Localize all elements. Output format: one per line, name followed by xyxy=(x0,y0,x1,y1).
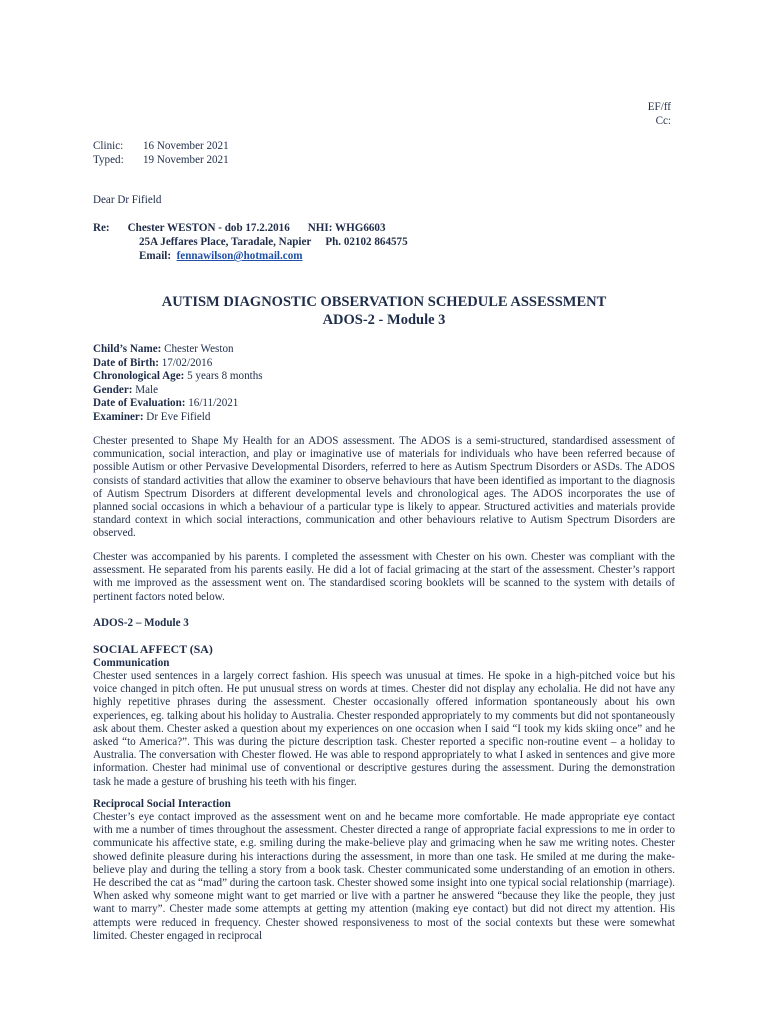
re-line-name xyxy=(93,221,408,235)
clinic-label: Clinic: xyxy=(93,140,124,152)
detail-evaluation-date: Date of Evaluation: 16/11/2021 xyxy=(93,397,239,409)
module-heading: ADOS-2 – Module 3 xyxy=(93,617,189,629)
cc-label: Cc: xyxy=(655,115,671,127)
email-link[interactable]: fennawilson@hotmail.com xyxy=(176,250,303,262)
detail-dob: Date of Birth: 17/02/2016 xyxy=(93,356,213,369)
re-block xyxy=(93,221,408,263)
clinic-date: 16 November 2021 xyxy=(143,140,229,152)
clinic-date-row xyxy=(93,140,229,153)
patient-name-dob: Chester WESTON - dob 17.2.2016 xyxy=(127,222,290,234)
salutation: Dear Dr Fifield xyxy=(93,194,162,206)
re-line-email xyxy=(93,249,408,263)
detail-age: Chronological Age: 5 years 8 months xyxy=(93,370,263,382)
communication-paragraph: Chester used sentences in a largely correct fashion. His speech was unusual at times. He spoke in a high-pitched voice but his voice changed in pitch often. He put unusual stress on words at times. Chester did not display any echolalia. He did not have any highly repetitive phrases during the assessment. Chester occasionally offered information spontaneously about his own experiences, eg. talking about his holiday to Australia. Chester responded appropriately to my comments but did not spontaneously ask about them. Chester asked a question about my experiences on one occasion when I said “I took my kids skiing once” and he asked “to America?”. This was during the picture description task. Chester reported a specific non-routine event – a holiday to Australia. The conversation with Chester flowed. He was able to respond appropriately to what I asked in sentences and give more information. Chester had minimal use of conventional or descriptive gestures during the assessment. During the demonstration task he made a gesture of brushing his teeth with his finger. xyxy=(93,670,675,788)
typed-date: 19 November 2021 xyxy=(143,154,229,166)
reference-initials: EF/ff xyxy=(647,101,671,113)
accompanied-paragraph: Chester was accompanied by his parents. I completed the assessment with Chester on his own. Chester was compliant with the assessment. He separated from his parents easily. He did a lot of facial grimacing at the start of the assessment. Chester’s rapport with me improved as the assessment went on. The standardised scoring booklets will be scanned to the system with details of pertinent factors noted below. xyxy=(93,551,675,603)
reference-codes xyxy=(648,100,671,128)
detail-name: Child’s Name: Chester Weston xyxy=(93,343,234,355)
detail-gender: Gender: Male xyxy=(93,383,159,396)
typed-date-row xyxy=(93,154,229,167)
communication-heading: Communication xyxy=(93,657,170,669)
detail-examiner: Examiner: Dr Eve Fifield xyxy=(93,410,211,423)
typed-label: Typed: xyxy=(93,154,124,166)
report-title: AUTISM DIAGNOSTIC OBSERVATION SCHEDULE ASSESSMENT xyxy=(161,294,607,310)
patient-address: 25A Jeffares Place, Taradale, Napier xyxy=(139,236,312,248)
email-label: Email: xyxy=(139,250,172,262)
social-affect-heading: SOCIAL AFFECT (SA) xyxy=(93,642,213,656)
report-subtitle: ADOS-2 - Module 3 xyxy=(322,312,446,328)
re-label: Re: xyxy=(93,222,110,234)
reciprocal-paragraph: Chester’s eye contact improved as the assessment went on and he became more comfortable. He made appropriate eye contact with me a number of times throughout the assessment. Chester directed a range of appropriate facial expressions to me in order to communicate his affective state, e.g. smiling during the make-believe play and grimacing when he saw me writing notes. Chester showed definite pleasure during his interactions during the assessment, in more than one task. He smiled at me during the make-believe play and during the telling a story from a book task. Chester communicated some understanding of an emotion in others. He described the cat as “mad” during the cartoon task. Chester showed some insight into one typical social relationship (marriage). When asked why someone might want to get married or live with a partner he answered “because they like the people, they just want to marry”. Chester made some attempts at getting my attention (making eye contact) but did not direct my attention. His attempts were reduced in frequency. Chester showed responsiveness to most of the social contexts but these were somewhat limited. Chester engaged in reciprocal xyxy=(93,811,675,942)
reciprocal-heading: Reciprocal Social Interaction xyxy=(93,798,231,810)
patient-nhi: NHI: WHG6603 xyxy=(307,222,386,234)
patient-phone: Ph. 02102 864575 xyxy=(325,236,408,248)
intro-paragraph: Chester presented to Shape My Health for an ADOS assessment. The ADOS is a semi-structured, standardised assessment of communication, social interaction, and play or imaginative use of materials for individuals who have been referred because of possible Autism or other Pervasive Developmental Disorders, referred to here as Autism Spectrum Disorders or ASDs. The ADOS consists of standard activities that allow the examiner to observe behaviours that have been identified as important to the diagnosis of Autism Spectrum Disorders at different developmental levels and chronological ages. The ADOS incorporates the use of planned social occasions in which a behaviour of a particular type is likely to appear. Structured activities and materials provide standard context in which social interactions, communication and other behaviours relative to Autism Spectrum Disorders are observed. xyxy=(93,435,675,540)
child-details xyxy=(93,343,263,424)
re-line-address xyxy=(93,235,408,249)
